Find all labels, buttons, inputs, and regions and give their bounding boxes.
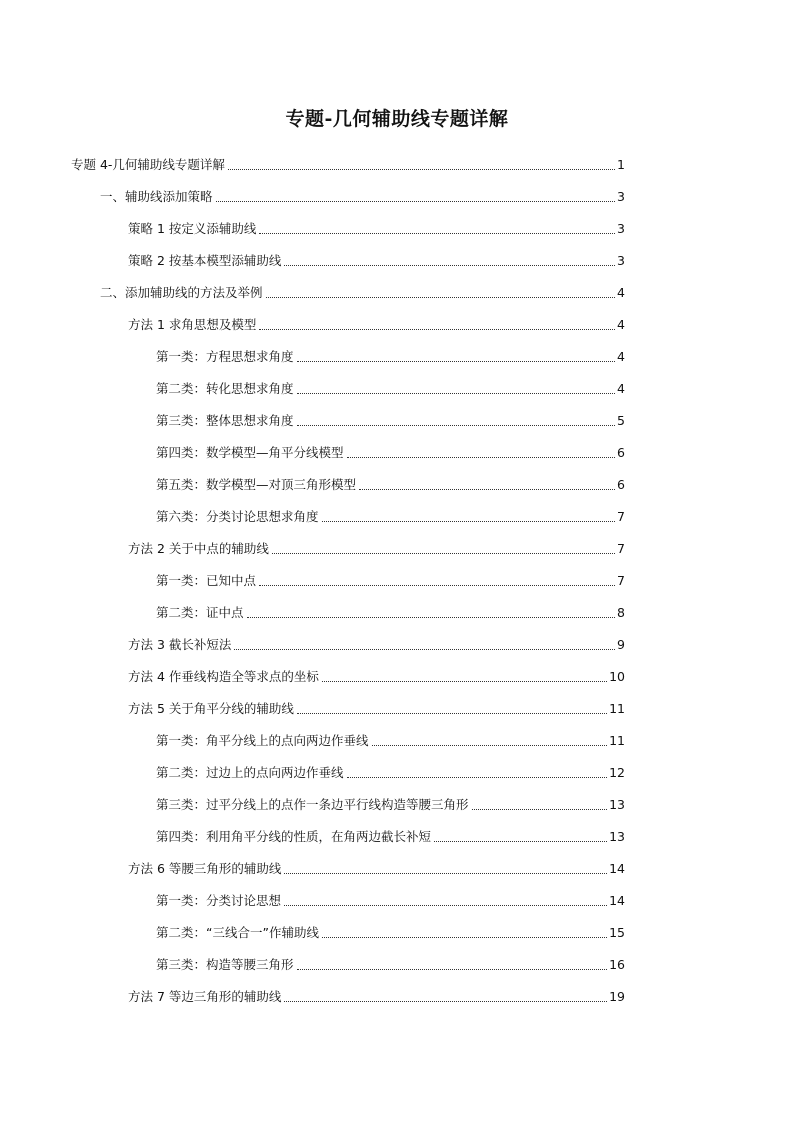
toc-entry-text: 第五类：数学模型—对顶三角形模型 (156, 477, 357, 492)
toc-entry[interactable] (156, 923, 625, 943)
toc-leader-dots (272, 553, 615, 554)
toc-entry[interactable] (128, 667, 625, 687)
toc-page-number: 6 (617, 477, 625, 492)
toc-entry-text: 方法 6 等腰三角形的辅助线 (128, 861, 282, 876)
toc-page-number: 13 (609, 829, 625, 844)
toc-entry-text: 第一类：角平分线上的点向两边作垂线 (156, 733, 369, 748)
toc-entry-text: 方法 2 关于中点的辅助线 (128, 541, 269, 556)
toc-leader-dots (228, 169, 615, 170)
toc-entry[interactable] (156, 443, 625, 463)
toc-page-number: 1 (617, 157, 625, 172)
toc-leader-dots (297, 969, 608, 970)
toc-page-number: 14 (609, 861, 625, 876)
toc-entry-text: 二、添加辅助线的方法及举例 (100, 285, 263, 300)
toc-leader-dots (234, 649, 615, 650)
toc-entry[interactable] (128, 219, 625, 239)
toc-leader-dots (434, 841, 607, 842)
toc-entry-text: 第二类：“三线合一”作辅助线 (156, 925, 319, 940)
toc-page-number: 4 (617, 349, 625, 364)
toc-entry[interactable] (100, 187, 625, 207)
toc-page-number: 15 (609, 925, 625, 940)
toc-entry-text: 第三类：构造等腰三角形 (156, 957, 294, 972)
toc-leader-dots (322, 521, 615, 522)
toc-entry[interactable] (156, 475, 625, 495)
toc-leader-dots (472, 809, 608, 810)
toc-entry-text: 第二类：转化思想求角度 (156, 381, 294, 396)
toc-entry-text: 第一类：方程思想求角度 (156, 349, 294, 364)
toc-page-number: 3 (617, 189, 625, 204)
toc-entry[interactable] (156, 571, 625, 591)
toc-page-number: 3 (617, 253, 625, 268)
toc-entry-text: 策略 2 按基本模型添辅助线 (128, 253, 282, 268)
toc-leader-dots (372, 745, 608, 746)
toc-leader-dots (322, 681, 607, 682)
toc-entry-text: 第三类：整体思想求角度 (156, 413, 294, 428)
toc-entry-text: 方法 7 等边三角形的辅助线 (128, 989, 282, 1004)
toc-entry[interactable] (156, 955, 625, 975)
toc-leader-dots (284, 265, 615, 266)
toc-leader-dots (297, 713, 607, 714)
toc-leader-dots (259, 585, 615, 586)
toc-entry[interactable] (128, 539, 625, 559)
toc-entry[interactable] (156, 507, 625, 527)
toc-entry-text: 方法 5 关于角平分线的辅助线 (128, 701, 294, 716)
toc-page-number: 13 (609, 797, 625, 812)
toc-entry-text: 第一类：分类讨论思想 (156, 893, 282, 908)
toc-page-number: 7 (617, 509, 625, 524)
toc-entry[interactable] (128, 987, 625, 1007)
toc-entry[interactable] (128, 251, 625, 271)
toc-entry[interactable] (156, 795, 625, 815)
toc-entry[interactable] (156, 731, 625, 751)
toc-entry-text: 方法 4 作垂线构造全等求点的坐标 (128, 669, 319, 684)
toc-page-number: 10 (609, 669, 625, 684)
toc-leader-dots (297, 393, 615, 394)
toc-entry[interactable] (156, 379, 625, 399)
toc-entry-text: 专题 4-几何辅助线专题详解 (71, 157, 225, 172)
toc-entry-text: 策略 1 按定义添辅助线 (128, 221, 257, 236)
toc-page-number: 3 (617, 221, 625, 236)
toc-leader-dots (284, 1001, 607, 1002)
toc-entry[interactable] (71, 155, 625, 175)
toc-leader-dots (297, 425, 615, 426)
toc-leader-dots (266, 297, 615, 298)
toc-page-number: 16 (609, 957, 625, 972)
toc-page-number: 4 (617, 285, 625, 300)
toc-page-number: 6 (617, 445, 625, 460)
toc-page-number: 9 (617, 637, 625, 652)
toc-entry[interactable] (128, 859, 625, 879)
toc-leader-dots (247, 617, 615, 618)
toc-entry-text: 第一类：已知中点 (156, 573, 257, 588)
toc-entry[interactable] (128, 699, 625, 719)
toc-leader-dots (284, 905, 607, 906)
toc-page-number: 4 (617, 317, 625, 332)
toc-entry-text: 第四类：利用角平分线的性质，在角两边截长补短 (156, 829, 432, 844)
toc-entry-text: 第二类：证中点 (156, 605, 244, 620)
toc-page-number: 5 (617, 413, 625, 428)
toc-entry[interactable] (156, 411, 625, 431)
toc-leader-dots (347, 457, 615, 458)
toc-entry-text: 第六类：分类讨论思想求角度 (156, 509, 319, 524)
toc-page-number: 11 (609, 733, 625, 748)
toc-leader-dots (322, 937, 607, 938)
toc-entry[interactable] (128, 315, 625, 335)
toc-entry[interactable] (156, 763, 625, 783)
toc-entry[interactable] (156, 603, 625, 623)
toc-leader-dots (259, 233, 615, 234)
toc-leader-dots (216, 201, 615, 202)
toc-page-number: 12 (609, 765, 625, 780)
toc-entry[interactable] (100, 283, 625, 303)
toc-page-number: 11 (609, 701, 625, 716)
toc-page-number: 8 (617, 605, 625, 620)
toc-entry[interactable] (156, 827, 625, 847)
toc-entry[interactable] (128, 635, 625, 655)
toc-page-number: 4 (617, 381, 625, 396)
toc-page-number: 7 (617, 541, 625, 556)
toc-entry-text: 方法 1 求角思想及模型 (128, 317, 257, 332)
toc-page-number: 7 (617, 573, 625, 588)
toc-entry[interactable] (156, 891, 625, 911)
toc-leader-dots (347, 777, 608, 778)
toc-entry-text: 一、辅助线添加策略 (100, 189, 213, 204)
toc-entry-text: 第三类：过平分线上的点作一条边平行线构造等腰三角形 (156, 797, 469, 812)
toc-leader-dots (284, 873, 607, 874)
toc-entry-text: 第二类：过边上的点向两边作垂线 (156, 765, 344, 780)
toc-page-number: 14 (609, 893, 625, 908)
toc-leader-dots (297, 361, 615, 362)
page-title: 专题-几何辅助线专题详解 (285, 108, 509, 130)
toc-entry-text: 方法 3 截长补短法 (128, 637, 232, 652)
toc-page-number: 19 (609, 989, 625, 1004)
toc-entry[interactable] (156, 347, 625, 367)
toc-leader-dots (259, 329, 615, 330)
toc-leader-dots (359, 489, 615, 490)
toc-entry-text: 第四类：数学模型—角平分线模型 (156, 445, 344, 460)
